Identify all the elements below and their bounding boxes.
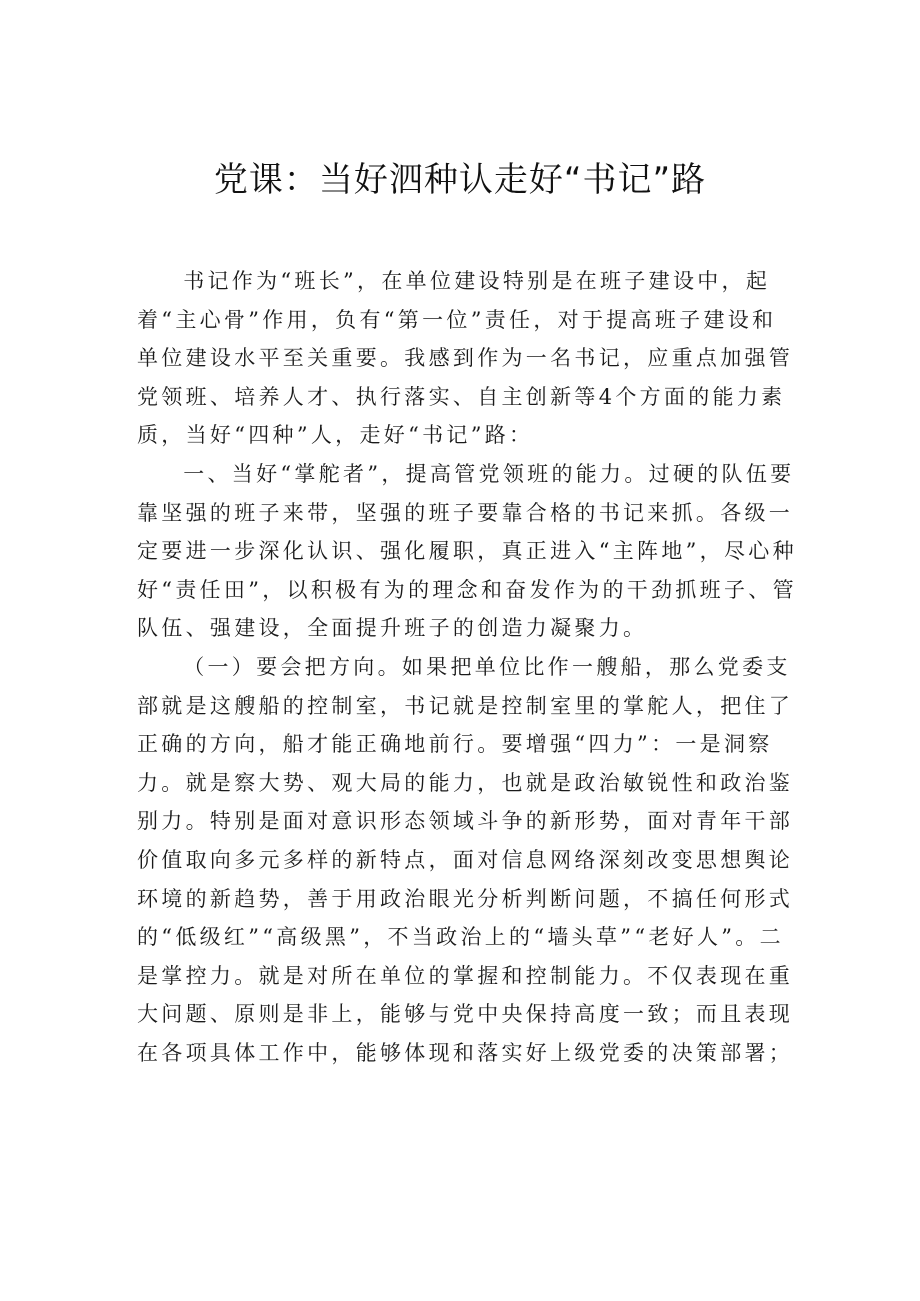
paragraph-subsection-one: （一）要会把方向。如果把单位比作一艘船，那么党委支部就是这艘船的控制室，书记就是控制室里的掌舵人，把住了正确的方向，船才能正确地前行。要增强“四力”：一是洞察力。就是察大势、观大局的能力，也就是政治敏锐性和政治鉴别力。特别是面对意识形态领域斗争的新形势，面对青年干部价值取向多元多样的新特点，面对信息网络深刻改变思想舆论环境的新趋势，善于用政治眼光分析判断问题，不搞任何形式的“低级红”“高级黑”，不当政治上的“墙头草”“老好人”。二是掌控力。就是对所在单位的掌握和控制能力。不仅表现在重大问题、原则是非上，能够与党中央保持高度一致；而且表现在各项具体工作中，能够体现和落实好上级党委的决策部署；: [137, 654, 794, 1065]
document-title: 党课：当好泗种认走好“书记”路: [213, 160, 707, 200]
document-body: [137, 262, 797, 1072]
paragraph-section-one: 一、当好“掌舵者”，提高管党领班的能力。过硬的队伍要靠坚强的班子来带，坚强的班子要靠合格的书记来抓。各级一定要进一步深化认识、强化履职，真正进入“主阵地”，尽心种好“责任田”，以积极有为的理念和奋发作为的干劲抓班子、管队伍、强建设，全面提升班子的创造力凝聚力。: [137, 461, 797, 641]
paragraph-intro: 书记作为“班长”，在单位建设特别是在班子建设中，起着“主心骨”作用，负有“第一位”责任，对于提高班子建设和单位建设水平至关重要。我感到作为一名书记，应重点加强管党领班、培养人才、执行落实、自主创新等4个方面的能力素质，当好“四种”人，走好“书记”路：: [137, 269, 794, 448]
